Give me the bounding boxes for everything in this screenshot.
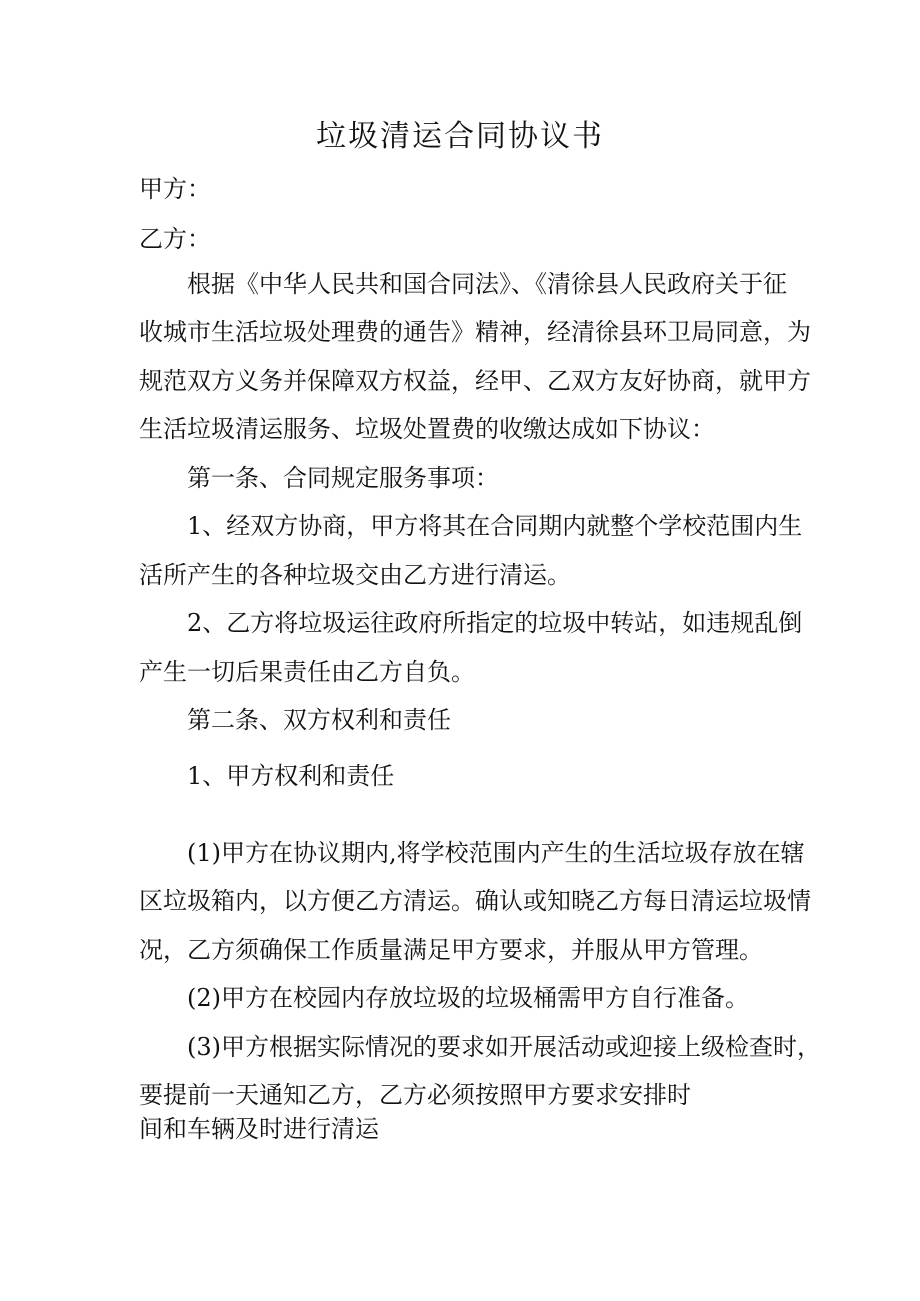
article2-p3-line2: 要提前一天通知乙方，乙方必须按照甲方要求安排时: [139, 1081, 691, 1109]
article2-p1-line3: 况，乙方须确保工作质量满足甲方要求，并服从甲方管理。: [139, 936, 763, 964]
article2-p2: (2)甲方在校园内存放垃圾的垃圾桶需甲方自行准备。: [187, 984, 749, 1012]
article2-p3-line3: 间和车辆及时进行清运: [139, 1115, 379, 1143]
intro-line-4: 生活垃圾清运服务、垃圾处置费的收缴达成如下协议：: [139, 415, 715, 443]
document-title: 垃圾清运合同协议书: [316, 119, 604, 154]
article2-p1-line1: (1)甲方在协议期内,将学校范围内产生的生活垃圾存放在辖: [187, 839, 805, 867]
intro-line-3: 规范双方义务并保障双方权益，经甲、乙双方友好协商，就甲方: [139, 367, 811, 395]
article1-item1-line1: 1、经双方协商，甲方将其在合同期内就整个学校范围内生: [187, 512, 803, 540]
intro-line-1: 根据《中华人民共和国合同法》、《清徐县人民政府关于征: [187, 270, 787, 298]
article1-heading: 第一条、合同规定服务事项：: [187, 464, 499, 492]
article2-p3-line1: (3)甲方根据实际情况的要求如开展活动或迎接上级检查时，: [187, 1033, 821, 1061]
intro-line-2: 收城市生活垃圾处理费的通告》精神，经清徐县环卫局同意，为: [139, 318, 811, 346]
article2-heading: 第二条、双方权利和责任: [187, 706, 451, 734]
article1-item2-line2: 产生一切后果责任由乙方自负。: [139, 658, 475, 686]
article1-item1-line2: 活所产生的各种垃圾交由乙方进行清运。: [139, 561, 571, 589]
article2-sub1: 1、甲方权利和责任: [187, 762, 395, 790]
article1-item2-line1: 2、乙方将垃圾运往政府所指定的垃圾中转站，如违规乱倒: [187, 609, 803, 637]
article2-p1-line2: 区垃圾箱内，以方便乙方清运。确认或知晓乙方每日清运垃圾情: [139, 887, 811, 915]
party-b-label: 乙方：: [139, 225, 211, 253]
party-a-label: 甲方：: [139, 175, 211, 203]
